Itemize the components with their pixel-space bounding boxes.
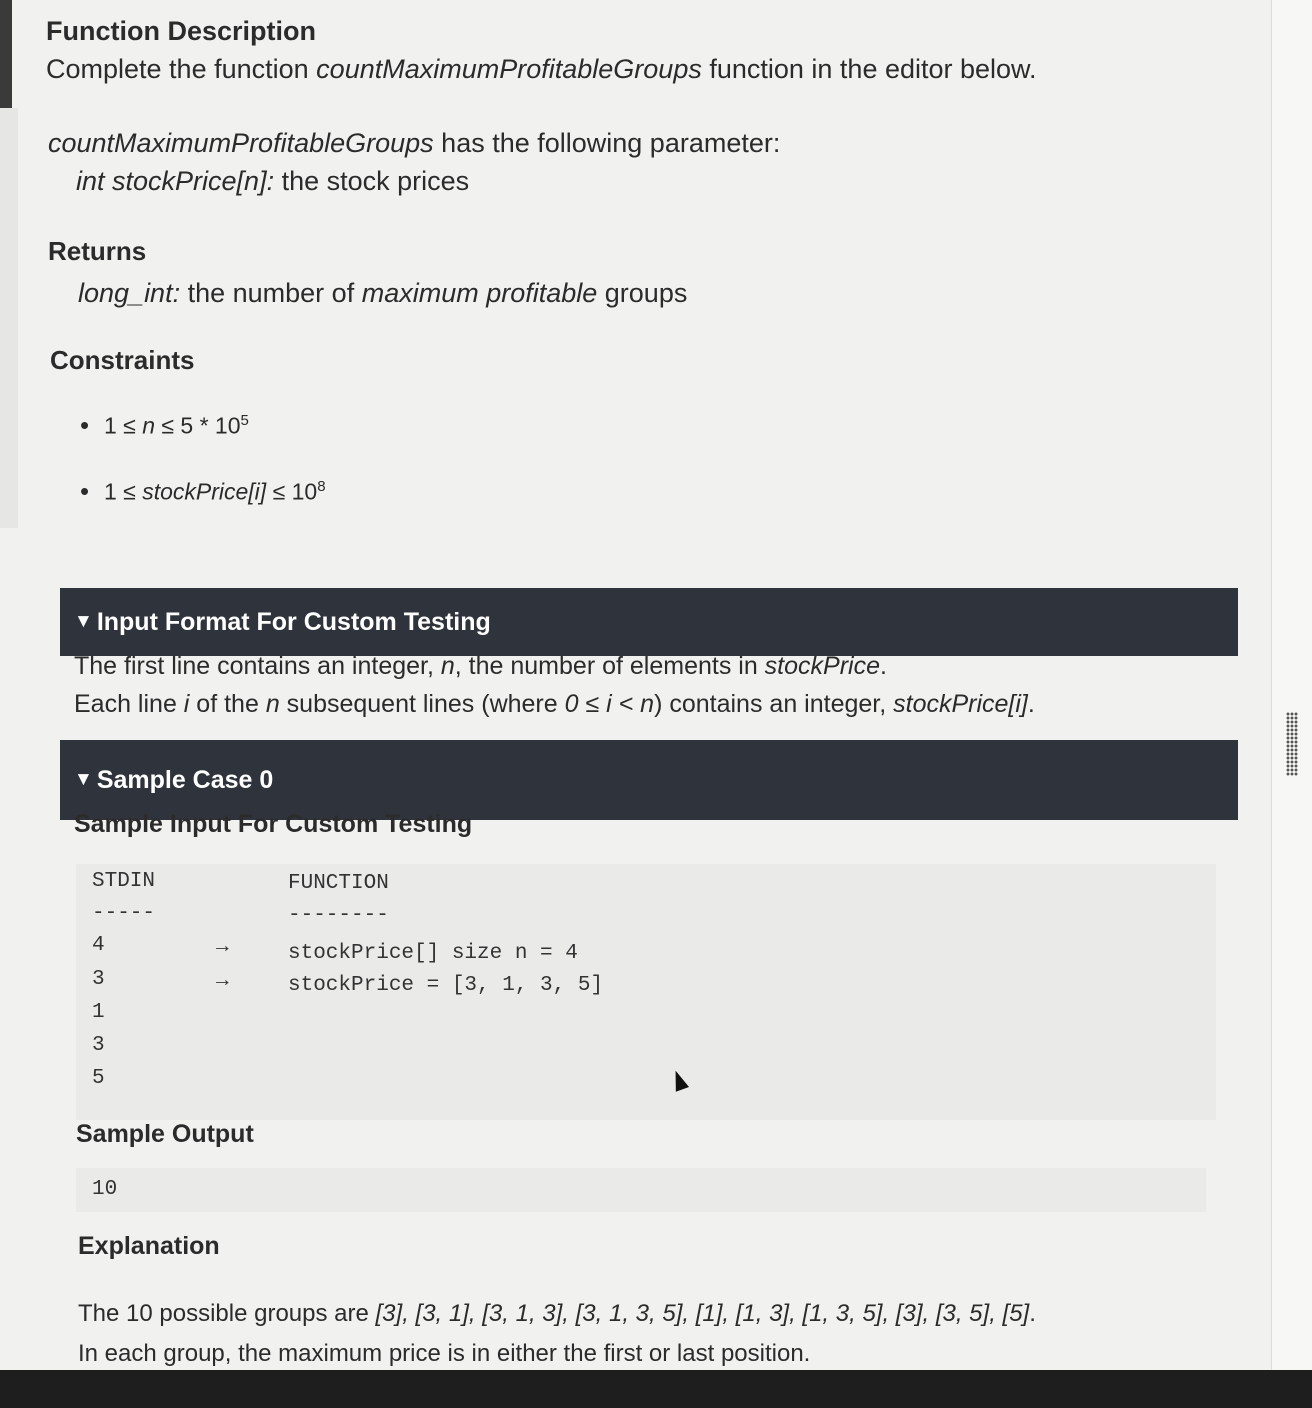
function-header: FUNCTION xyxy=(288,872,389,895)
function-line: stockPrice = [3, 1, 3, 5] xyxy=(288,974,604,997)
returns-text: long_int: the number of maximum profitable groups xyxy=(78,278,688,308)
explanation-line-1: The 10 possible groups are [3], [3, 1], [3, 1, 3], [3, 1, 3, 5], [1], [1, 3], [1, 3, 5], [3], [3, 5], [5]. xyxy=(78,1300,1036,1327)
triangle-down-icon: ▼ xyxy=(74,769,93,790)
splitter-gutter[interactable] xyxy=(1271,0,1312,1408)
bottom-edge-bar xyxy=(0,1370,1312,1408)
constraints-heading: Constraints xyxy=(50,345,195,375)
arrow-right-icon: → xyxy=(216,970,229,993)
input-format-title: Input Format For Custom Testing xyxy=(96,607,491,636)
returns-heading: Returns xyxy=(48,236,147,266)
stdin-line: 4 xyxy=(92,934,105,957)
function-line: stockPrice[] size n = 4 xyxy=(288,942,578,965)
input-format-line-1: The first line contains an integer, n, the number of elements in stockPrice. xyxy=(74,652,887,680)
triangle-down-icon: ▼ xyxy=(74,611,93,632)
stdin-line: 3 xyxy=(92,968,105,991)
stdin-line: 3 xyxy=(92,1034,105,1057)
sample-output-value: 10 xyxy=(92,1178,118,1201)
explanation-line-2: In each group, the maximum price is in either the first or last position. xyxy=(78,1340,811,1367)
constraint-stock-price: • 1 ≤ stockPrice[i] ≤ $10^8$ xyxy=(104,478,326,506)
parameter-item: int stockPrice[n]: the stock prices xyxy=(76,166,470,196)
input-format-line-2: Each line i of the n subsequent lines (where 0 ≤ i < n) contains an integer, stockPrice[i]. xyxy=(74,690,1035,718)
sample-output-block xyxy=(76,1168,1206,1212)
constraint-n: • $1 \le n \le 5 * 10^5$ xyxy=(104,412,249,440)
stdin-underline: ----- xyxy=(92,902,156,925)
function-description-text: Complete the function countMaximumProfitableGroups function in the editor below. xyxy=(46,54,1037,84)
function-description-heading: Function Description xyxy=(46,16,316,46)
stdin-header: STDIN xyxy=(92,870,156,893)
sample-input-block xyxy=(76,864,1216,1120)
sample-case-title: Sample Case 0 xyxy=(96,765,274,794)
drag-handle-icon[interactable] xyxy=(1286,712,1298,776)
sample-input-heading: Sample Input For Custom Testing xyxy=(74,810,473,838)
left-edge-bar xyxy=(0,0,12,108)
stdin-line: 5 xyxy=(92,1067,105,1090)
parameter-intro: countMaximumProfitableGroups has the following parameter: xyxy=(48,128,781,158)
explanation-heading: Explanation xyxy=(78,1232,220,1260)
sample-output-heading: Sample Output xyxy=(76,1120,254,1148)
sample-case-toggle[interactable] xyxy=(60,740,1238,820)
left-edge-panel xyxy=(0,108,18,528)
stdin-line: 1 xyxy=(92,1001,105,1024)
function-underline: -------- xyxy=(288,904,389,927)
input-format-toggle[interactable] xyxy=(60,588,1238,656)
arrow-right-icon: → xyxy=(216,936,229,959)
